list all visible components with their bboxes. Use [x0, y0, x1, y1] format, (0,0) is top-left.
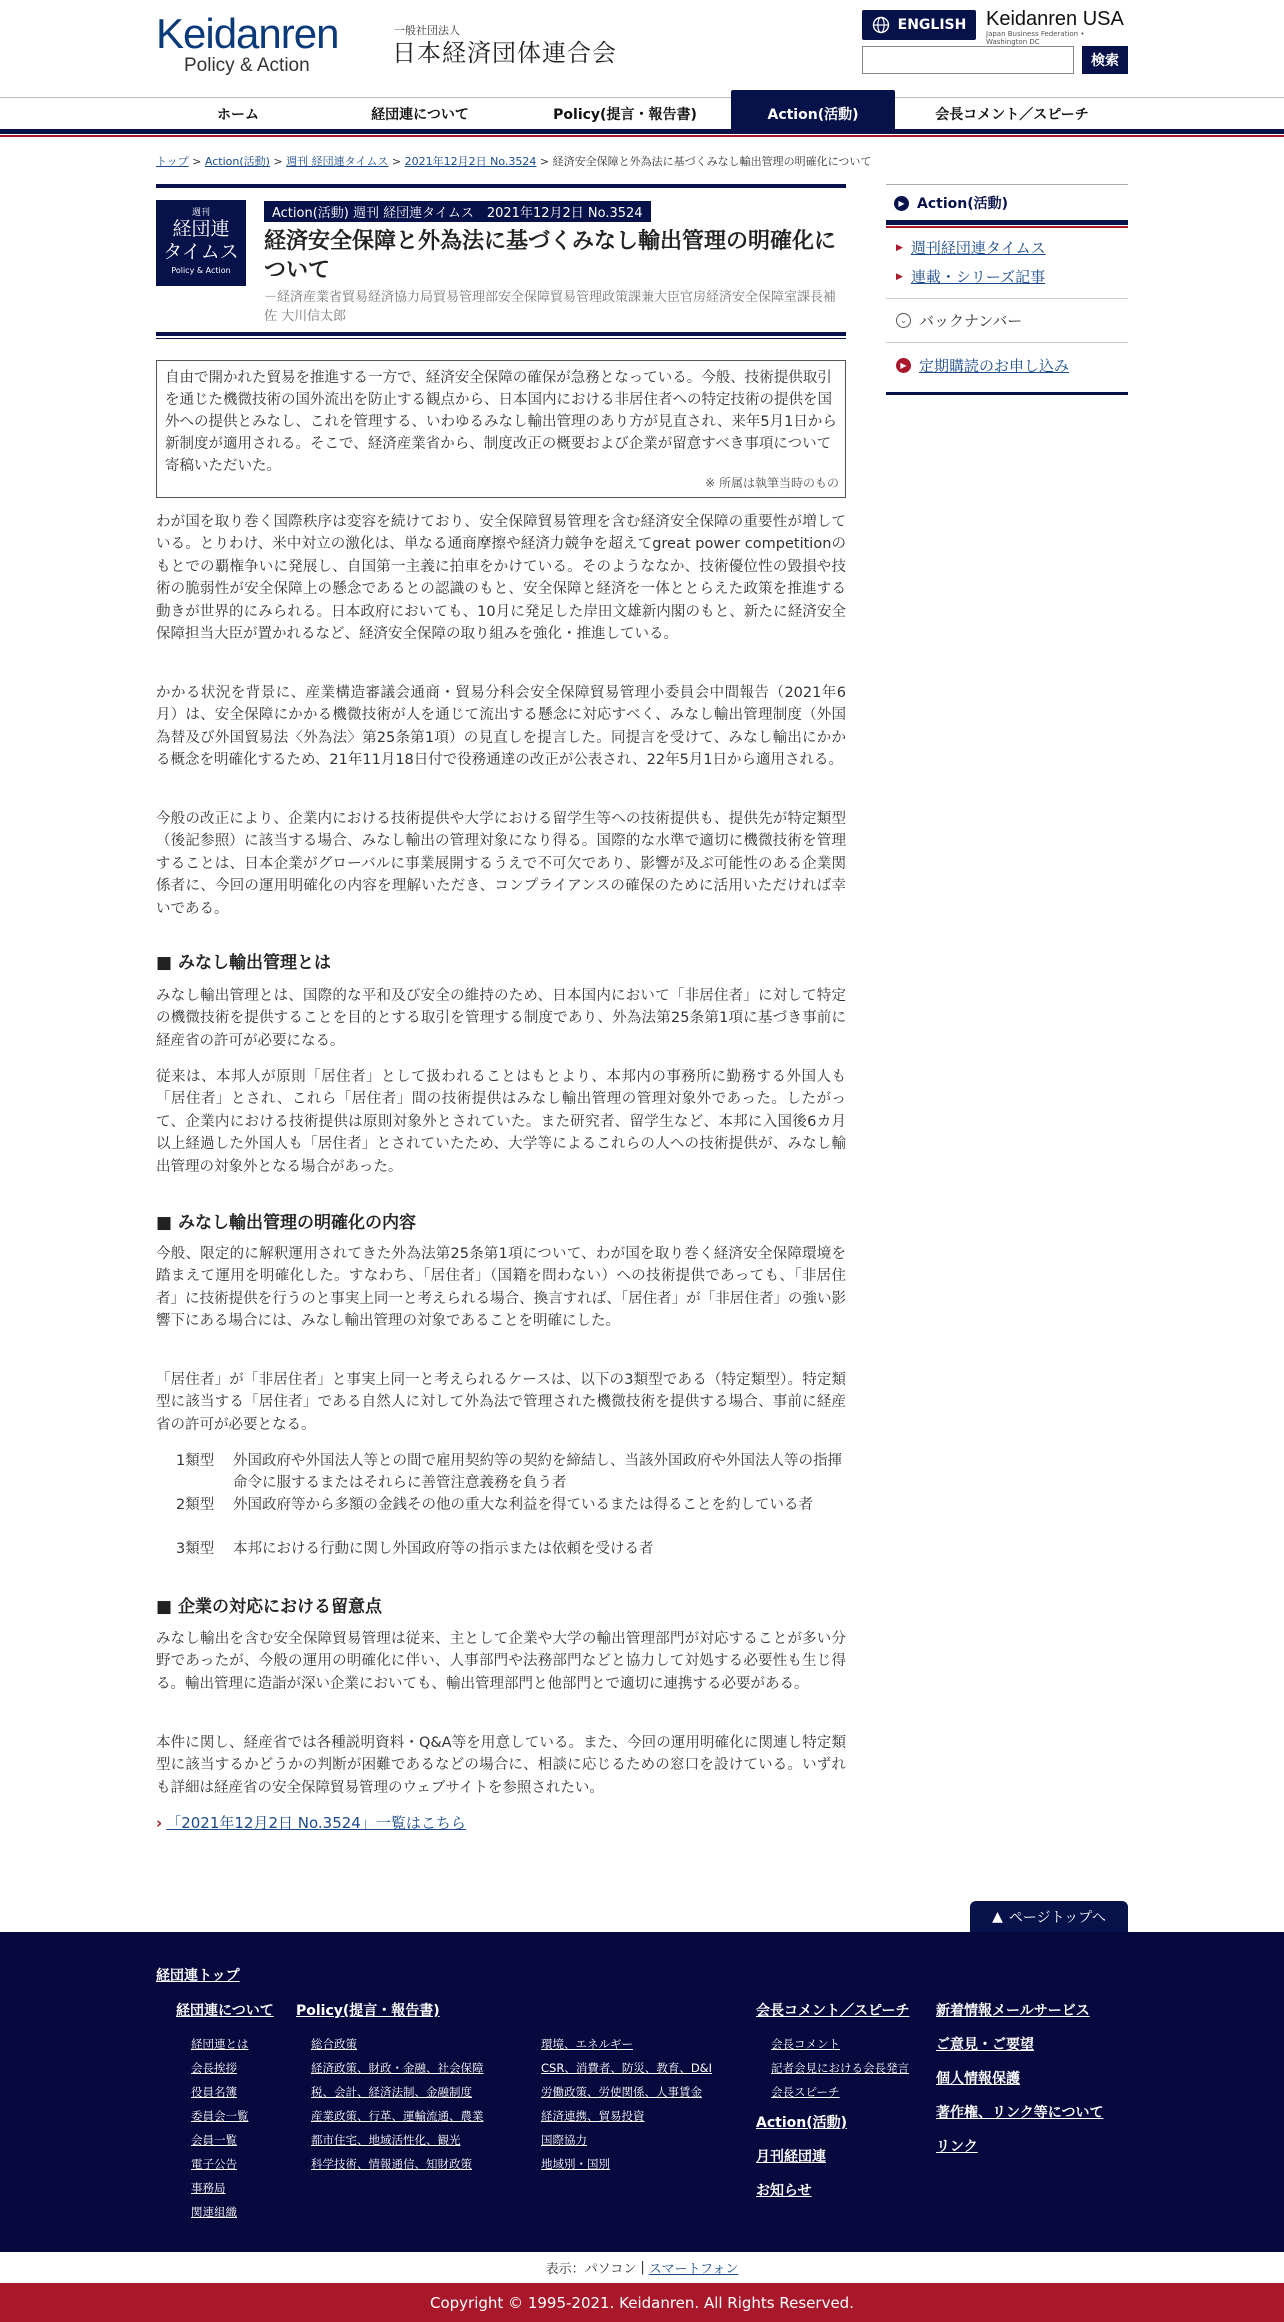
- footer-policy-link[interactable]: 経済連携、貿易投資: [541, 2109, 645, 2123]
- sidebar-divider-accent: [886, 226, 1128, 228]
- footer-top-link[interactable]: 経団連トップ: [156, 1968, 240, 1984]
- triangle-right-icon: ▶: [896, 242, 903, 253]
- footer-about-link[interactable]: 事務局: [191, 2181, 226, 2195]
- footer-monthly-link[interactable]: 月刊経団連: [756, 2149, 826, 2165]
- search-button[interactable]: 検索: [1082, 46, 1128, 74]
- nav-divider-accent: [0, 135, 1284, 137]
- footer-policy-link[interactable]: 労働政策、労使関係、人事賃金: [541, 2085, 702, 2099]
- sidebar-backnumber-label: バックナンバー: [919, 312, 1023, 330]
- category-key: 1類型: [176, 1453, 215, 1469]
- breadcrumb-action[interactable]: Action(活動): [204, 155, 270, 168]
- breadcrumb-times[interactable]: 週刊 経団連タイムス: [286, 155, 389, 168]
- times-logo: [156, 200, 246, 286]
- chevron-down-icon: ⌄: [896, 313, 911, 328]
- footer-action-link[interactable]: Action(活動): [756, 2115, 848, 2131]
- copyright: Copyright © 1995-2021. Keidanren. All Rights Reserved.: [0, 2283, 1284, 2322]
- article-tag: Action(活動) 週刊 経団連タイムス 2021年12月2日 No.3524: [264, 201, 651, 222]
- paragraph-6: 今般、限定的に解釈運用されてきた外為法第25条第1項について、わが国を取り巻く経済安全保障環境を踏まえて運用を明確化した。すなわち、「居住者」（国籍を問わない）への技術提供であっても、「非居住者」に技術提供を行うのと事実上同一と考えられる場合、換言すれば、「居住者」が「非居住者」の強い影響下にある場合には、みなし輸出管理の対象であることを明確にした。: [156, 1246, 846, 1330]
- device-switch: [0, 2252, 1284, 2282]
- sidebar-item-series[interactable]: [896, 266, 1045, 287]
- global-nav: [0, 97, 1284, 129]
- sidebar-divider: [886, 220, 1128, 225]
- footer-copyright-link[interactable]: 著作権、リンク等について: [936, 2105, 1104, 2121]
- article-header-rule: [156, 184, 846, 188]
- footer-about-link[interactable]: 関連組織: [191, 2205, 237, 2219]
- category-value: 外国政府等から多額の金銭その他の重大な利益を得ているまたは得ることを約している者: [233, 1497, 813, 1513]
- footer-privacy[interactable]: 個人情報保護: [936, 2071, 1020, 2087]
- footer-news-link[interactable]: お知らせ: [756, 2183, 812, 2199]
- issue-list-link[interactable]: [156, 1812, 466, 1833]
- page-top-button[interactable]: [970, 1901, 1128, 1933]
- category-value: 外国政府や外国法人等との間で雇用契約等の契約を締結し、当該外国政府や外国法人等の指揮命令に服するまたはそれらに善管注意義務を負う者: [233, 1453, 842, 1491]
- usa-logo-text: Keidanren USA: [986, 8, 1124, 30]
- lead-box: [156, 360, 846, 498]
- times-logo-small: 週刊: [191, 208, 210, 218]
- chevron-right-icon: ›: [156, 1814, 163, 1832]
- sidebar-bottom-rule: [886, 392, 1128, 395]
- english-button[interactable]: [862, 10, 976, 40]
- footer-policy-link[interactable]: 地域別・国別: [541, 2157, 610, 2171]
- issue-list-link-text[interactable]: 「2021年12月2日 No.3524」一覧はこちら: [166, 1814, 466, 1832]
- sidebar-subscribe[interactable]: [896, 355, 1069, 376]
- footer-policy-link[interactable]: 都市住宅、地域活性化、観光: [311, 2133, 461, 2147]
- footer-policy-link[interactable]: 産業政策、行革、運輸流通、農業: [311, 2109, 484, 2123]
- footer-about-link[interactable]: 経団連とは: [191, 2037, 249, 2051]
- sidebar-backnumber[interactable]: [896, 310, 1022, 331]
- usa-logo-sub: Japan Business Federation • Washington DC: [986, 30, 1085, 46]
- play-circle-icon: ▶: [896, 358, 911, 373]
- footer-about-link[interactable]: 電子公告: [191, 2157, 237, 2171]
- section-heading-1: ■ みなし輸出管理とは: [156, 953, 331, 973]
- footer-mail-service[interactable]: 新着情報メールサービス: [936, 2003, 1090, 2019]
- paragraph-8: みなし輸出を含む安全保障貿易管理は従来、主として企業や大学の輸出管理部門が対応することが多い分野であったが、今般の運用の明確化に伴い、人事部門や法務部門などと協力して対処する必要性も生じ得る。輸出管理に造詣が深い企業においても、輸出管理部門と他部門とで適切に連携する必要がある。: [156, 1631, 846, 1692]
- nav-policy[interactable]: Policy(提言・報告書): [553, 107, 697, 123]
- article-header-rule-thin: [156, 338, 846, 339]
- footer-policy-link[interactable]: 国際協力: [541, 2133, 587, 2147]
- globe-icon: [872, 16, 890, 34]
- logo-text-sub: Policy & Action: [184, 55, 310, 76]
- sidebar-rule: [886, 184, 1128, 185]
- times-logo-sub: Policy & Action: [171, 266, 231, 275]
- logo-jp-main: 日本経済団体連合会: [392, 39, 617, 67]
- sidebar-item-label[interactable]: 週刊経団連タイムス: [910, 239, 1046, 257]
- triangle-right-icon: ▶: [896, 271, 903, 282]
- footer-links[interactable]: リンク: [936, 2139, 978, 2155]
- footer-about-link[interactable]: 会員一覧: [191, 2133, 237, 2147]
- sidebar-item-label[interactable]: 連載・シリーズ記事: [910, 268, 1046, 286]
- lead-note: ※ 所属は執筆当時のもの: [705, 476, 839, 490]
- footer-policy-link[interactable]: 科学技術、情報通信、知財政策: [311, 2157, 472, 2171]
- category-key: 3類型: [176, 1541, 215, 1557]
- footer-about-link[interactable]: 役員名簿: [191, 2085, 237, 2099]
- sidebar-item-times[interactable]: [896, 237, 1046, 258]
- device-current: 表示：パソコン: [545, 2261, 637, 2277]
- sidebar-subscribe-label[interactable]: 定期購読のお申し込み: [919, 357, 1070, 375]
- footer-comment-link[interactable]: 記者会見における会長発言: [771, 2061, 909, 2075]
- arrow-up-icon: ▲: [992, 1909, 1003, 1925]
- footer-policy-link[interactable]: 経済政策、財政・金融、社会保障: [311, 2061, 484, 2075]
- category-key: 2類型: [176, 1497, 215, 1513]
- footer-policy-link[interactable]: CSR、消費者、防災、教育、D&I: [541, 2061, 713, 2075]
- footer-policy-link[interactable]: 税、会計、経済法制、金融制度: [311, 2085, 472, 2099]
- sidebar-title[interactable]: [886, 186, 1128, 220]
- logo-text-en: Keidanren: [156, 10, 339, 57]
- sidebar-title-text: Action(活動): [917, 196, 1009, 212]
- keidanren-logo[interactable]: [156, 12, 356, 74]
- logo-jp[interactable]: [392, 22, 617, 68]
- nav-about[interactable]: 経団連について: [371, 107, 469, 123]
- footer-policy-link[interactable]: 総合政策: [311, 2037, 357, 2051]
- breadcrumb: トップ > Action(活動) > 週刊 経団連タイムス > 2021年12月2日 No.3524 > 経済安全保障と外為法に基づくみなし輸出管理の明確化について: [156, 155, 872, 168]
- english-label: ENGLISH: [897, 17, 967, 33]
- nav-comments[interactable]: 会長コメント／スピーチ: [935, 107, 1089, 123]
- nav-home[interactable]: ホーム: [217, 107, 259, 123]
- footer-comment-link[interactable]: 会長スピーチ: [771, 2085, 840, 2099]
- sidebar-separator: [886, 298, 1128, 299]
- footer-comment-heading[interactable]: 会長コメント／スピーチ: [756, 2003, 910, 2019]
- page-top-label: ページトップへ: [1008, 1910, 1106, 1926]
- footer-about-link[interactable]: 会長挨拶: [191, 2061, 237, 2075]
- sidebar-separator: [886, 342, 1128, 343]
- category-row: [176, 1494, 846, 1538]
- paragraph-5: 従来は、本邦人が原則「居住者」として扱われることはもとより、本邦内の事務所に勤務する外国人も「居住者」とされ、これら「居住者」間の技術提供はみなし輸出管理の管理対象外であった。したがって、企業内における技術提供は原則対象外とされていた。また研究者、留学生など、本邦に入国後6カ月以上経過した外国人も「居住者」とされていたため、大学等によるこれらの人への技術提供が、みなし輸出管理の対象外となる場合があった。: [156, 1069, 846, 1175]
- footer-feedback[interactable]: ご意見・ご要望: [936, 2037, 1034, 2053]
- device-smartphone-link[interactable]: スマートフォン: [648, 2261, 739, 2277]
- section-heading-2: ■ みなし輸出管理の明確化の内容: [156, 1213, 416, 1233]
- breadcrumb-current: 経済安全保障と外為法に基づくみなし輸出管理の明確化について: [552, 155, 872, 168]
- nav-divider: [0, 129, 1284, 134]
- breadcrumb-issue[interactable]: 2021年12月2日 No.3524: [404, 155, 537, 168]
- article-author: －経済産業省貿易経済協力局貿易管理部安全保障貿易管理政策課兼大臣官房経済安全保障室課長補佐 大川信太郎: [264, 290, 837, 324]
- paragraph-7: 「居住者」が「非居住者」と事実上同一と考えられるケースは、以下の3類型である（特定類型）。特定類型に該当する「居住者」である自然人に対して外為法で管理された機微技術を提供する場合、事前に経産省の許可が必要となる。: [156, 1372, 846, 1433]
- paragraph-4: みなし輸出管理とは、国際的な平和及び安全の維持のため、日本国内において「非居住者」に対して特定の機微技術を提供することを目的とする取引を管理する制度であり、外為法第25条第1項に基づき事前に経産省の許可が必要になる。: [156, 988, 847, 1049]
- footer-about-link[interactable]: 委員会一覧: [191, 2109, 249, 2123]
- footer: [0, 1932, 1284, 2252]
- paragraph-1: わが国を取り巻く国際秩序は変容を続けており、安全保障貿易管理を含む経済安全保障の重要性が増している。とりわけ、米中対立の激化は、単なる通商摩擦や経済力競争を超えてgreat power competitionのもとでの覇権争いに発展し、自国第一主義に拍車をかけている。そのようななか、技術優位性の毀損や技術の脆弱性が安全保障上の懸念であるとの認識のもと、安全保障と経済を一体ととらえた政策を推進する動きが世界的にみられる。日本政府においても、10月に発足した岸田文雄新内閣のもと、新たに経済安全保障担当大臣が置かれるなど、経済安全保障の取り組みを強化・推進している。: [156, 514, 846, 643]
- times-logo-main2: タイムス: [163, 241, 239, 263]
- play-circle-icon: ▶: [894, 196, 909, 211]
- footer-about-heading[interactable]: 経団連について: [176, 2003, 274, 2019]
- lead-text: 自由で開かれた貿易を推進する一方で、経済安全保障の確保が急務となっている。今般、技術提供取引を通じた機微技術の国外流出を防止する観点から、日本国内における非居住者への特定技術の提供を国外への提供とみなし、これを管理する、いわゆるみなし輸出管理のあり方が見直され、来年5月1日から新制度が適用される。そこで、経済産業省から、制度改正の概要および企業が留意すべき事項について寄稿いただいた。: [165, 370, 837, 474]
- keidanren-usa-logo[interactable]: [986, 8, 1126, 46]
- logo-jp-small: 一般社団法人: [394, 24, 460, 37]
- times-logo-main1: 経団連: [172, 218, 230, 240]
- article-title: 経済安全保障と外為法に基づくみなし輸出管理の明確化について: [264, 229, 837, 283]
- section-heading-3: ■ 企業の対応における留意点: [156, 1597, 382, 1617]
- breadcrumb-top[interactable]: トップ: [156, 155, 189, 168]
- search-input[interactable]: [862, 46, 1074, 74]
- device-separator: |: [640, 2259, 645, 2275]
- category-row: [176, 1538, 846, 1560]
- nav-action[interactable]: Action(活動): [731, 90, 895, 130]
- paragraph-9: 本件に関し、経産省では各種説明資料・Q&A等を用意している。また、今回の運用明確化に関連し特定類型に該当するかどうかの判断が困難であるなどの場合に、相談に応じるための窓口を設けている。いずれも詳細は経産省の安全保障貿易管理のウェブサイトを参照されたい。: [156, 1735, 846, 1796]
- paragraph-3: 今般の改正により、企業内における技術提供や大学における留学生等への技術提供も、提供先が特定類型（後記参照）に該当する場合、みなし輸出の管理対象になり得る。国際的な水準で適切に機微技術を管理することは、日本企業がグローバルに事業展開するうえで不可欠であり、影響が及ぶ可能性のある企業関係者に、今回の運用明確化の内容を理解いただき、コンプライアンスの確保のために活用いただければ幸いである。: [156, 811, 846, 917]
- footer-comment-link[interactable]: 会長コメント: [771, 2037, 840, 2051]
- article-header-rule-bottom: [156, 332, 846, 336]
- paragraph-2: かかる状況を背景に、産業構造審議会通商・貿易分科会安全保障貿易管理小委員会中間報告（2021年6月）は、安全保障にかかる機微技術が人を通じて流出する懸念に対応すべく、みなし輸出管理制度（外国為替及び外国貿易法〈外為法〉第25条第1項）の見直しを提言した。同提言を受けて、みなし輸出にかかる概念を明確化するため、21年11月18日付で役務通達の改正が公表され、22年5月1日から適用される。: [156, 685, 846, 769]
- footer-policy-link[interactable]: 環境、エネルギー: [541, 2037, 633, 2051]
- footer-policy-heading[interactable]: Policy(提言・報告書): [296, 2003, 440, 2019]
- category-row: [176, 1450, 846, 1494]
- category-value: 本邦における行動に関し外国政府等の指示または依頼を受ける者: [233, 1541, 654, 1557]
